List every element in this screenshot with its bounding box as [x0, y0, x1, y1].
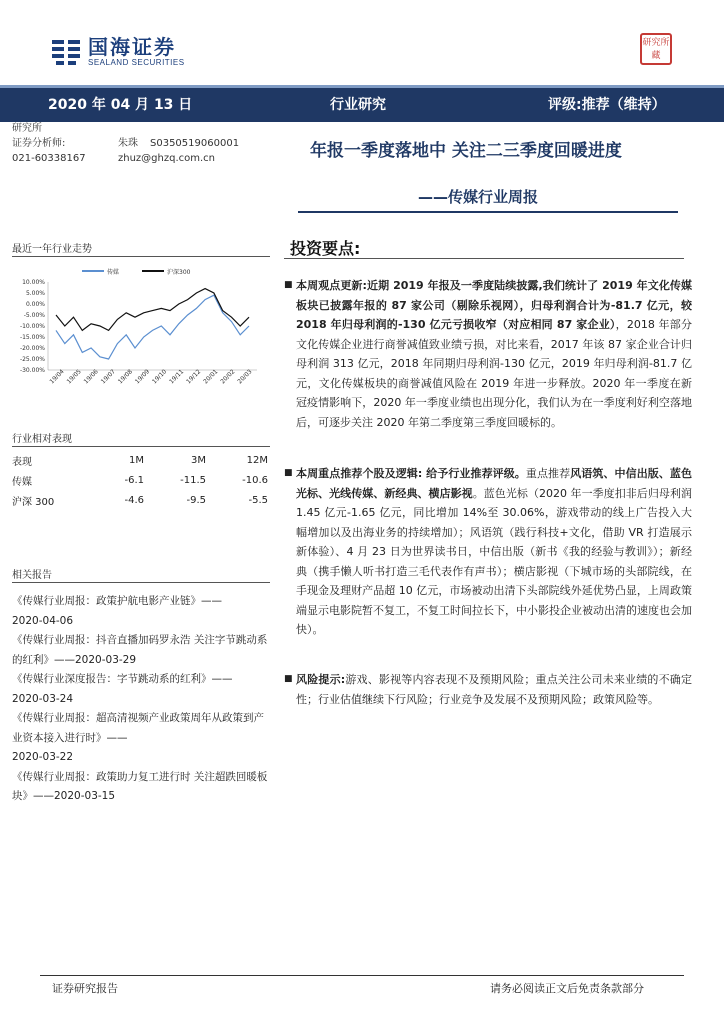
x-tick-label: 19/05: [65, 368, 83, 386]
y-tick-label: -5.00%: [23, 312, 45, 319]
table-row: [12, 470, 270, 490]
report-rating: 评级:推荐（维持）: [548, 97, 666, 113]
list-item[interactable]: [12, 631, 270, 670]
related-report-title[interactable]: 《传媒行业周报：政策助力复工进行时 关注超跌回暖板块》——: [12, 770, 268, 802]
x-tick-label: 19/12: [185, 368, 203, 386]
x-tick-label: 20/02: [219, 368, 237, 386]
paragraph-mid: 重点推荐: [525, 467, 571, 480]
report-banner: [0, 85, 724, 122]
x-tick-label: 19/04: [48, 368, 66, 386]
square-bullet-icon: ■: [284, 674, 293, 684]
x-tick-label: 19/10: [150, 368, 169, 386]
analyst-cert: S0350519060001: [150, 138, 240, 149]
related-reports-list: [12, 592, 270, 807]
x-tick-label: 19/11: [168, 368, 186, 386]
analyst-role: 证券分析师:: [12, 138, 66, 149]
related-report-title[interactable]: 《传媒行业深度报告：字节跳动系的红利》——: [12, 673, 233, 685]
table-cell: 传媒: [12, 476, 32, 488]
y-tick-label: -15.00%: [19, 334, 45, 341]
table-header-cell: 1M: [129, 454, 144, 466]
table-header-row: [12, 450, 270, 470]
analyst-email: zhuz@ghzq.com.cn: [118, 153, 216, 164]
chart-title: 最近一年行业走势: [12, 244, 92, 255]
chart-title-divider: [12, 256, 270, 257]
y-tick-label: -25.00%: [19, 356, 45, 363]
x-tick-label: 19/07: [99, 368, 117, 386]
table-cell: -11.5: [180, 474, 206, 486]
related-report-date: 2020-03-29: [75, 653, 137, 666]
square-bullet-icon: ■: [284, 280, 293, 290]
analyst-name: 朱珠: [118, 138, 138, 149]
y-tick-label: 10.00%: [22, 279, 45, 286]
x-tick-label: 20/01: [202, 368, 220, 386]
paragraph-lead: 本周观点更新:近期 2019 年报及一季度陆续披露,我们统计了 2019 年文化传媒板块已披露年报的 87 家公司（剔除乐视网），归母利润合计为-81.7 亿元，较 2018 年归母利润的-130 亿元亏损收窄（对应相同 87 家企业）: [296, 279, 692, 331]
y-tick-label: 0.00%: [25, 301, 45, 308]
footer-disclaimer: 请务必阅读正文后免责条款部分: [490, 982, 644, 995]
paragraph-body: 游戏、影视等内容表现不及预期风险；重点关注公司未来业绩的不确定性；行业估值继续下行风险；行业竞争及发展不及预期风险；政策风险等。: [296, 673, 692, 706]
related-report-title[interactable]: 《传媒行业周报：超高清视频产业政策周年从政策到产业资本接入进行时》——: [12, 712, 264, 744]
analyst-phone: 021-60338167: [12, 153, 86, 164]
industry-trend-chart: [12, 262, 270, 412]
related-report-title[interactable]: 《传媒行业周报：抖音直播加码罗永浩 关注字节跳动系的红利》——: [12, 634, 268, 666]
paragraph-body: ，2018 年部分文化传媒企业进行商誉减值致业绩亏损，对比来看，2017 年该 87 家企业合计归母利润 313 亿元，2018 年同期归母利润-130 亿元，2019 年归母利润-81.7 亿元，文化传媒板块的商誉减值风险在 2019 年进一步释放。2020 年一季度在新冠疫情影响下，2020 年一季度业绩也出现分化，我们认为在一季度利好利空落地后，可逐步关注 2020 年第二季度第三季度回暖标的。: [296, 318, 692, 429]
related-title-divider: [12, 582, 270, 583]
paragraph-body: 。蓝色光标（2020 年一季度扣非后归母利润 1.45 亿元-1.65 亿元，同比增加 14%至 30.06%，游戏带动的线上广告投入大幅增加以及出海业务的持续增加）；风语筑（践行科技+文化，借助 VR 打造展示新体验）、4 月 23 日为世界读书日，中信出版（新书《我的经验与教训》）；新经典（携手懒人听书打造三毛代表作有声书）；横店影视（下城市场的头部院线，在手现金及理财产品超 10 亿元，市场被动出清下头部院线外延优势凸显，上周政策端显示电影院暂不复工，不复工时间拉长下，中小影投企业被动出清的速度也会加快）。: [296, 486, 692, 636]
title-divider: [298, 211, 678, 213]
invest-paragraph-3: [284, 670, 692, 709]
related-report-date: 2020-04-06: [12, 614, 74, 627]
y-tick-label: -20.00%: [19, 345, 45, 352]
related-report-date: 2020-03-22: [12, 751, 74, 763]
paragraph-highlight: 风语筑、中信出版、蓝色光标、光线传媒、新经典、横店影视: [296, 467, 693, 500]
table-row: [12, 490, 270, 510]
y-tick-label: -10.00%: [19, 323, 45, 330]
research-seal-icon: 研究所藏: [640, 33, 672, 65]
performance-title-divider: [12, 446, 270, 447]
invest-paragraph-1: [284, 276, 692, 432]
series-line: [56, 289, 249, 331]
invest-title: 投资要点:: [290, 239, 361, 258]
table-header-cell: 12M: [246, 454, 268, 466]
logo-name-en: SEALAND SECURITIES: [88, 58, 185, 67]
table-cell: 沪深 300: [12, 496, 55, 508]
legend-label: 传媒: [107, 269, 120, 276]
list-item[interactable]: [12, 592, 270, 631]
paragraph-lead: 本周重点推荐个股及逻辑: 给予行业推荐评级。: [296, 467, 526, 480]
table-cell: -10.6: [242, 474, 268, 486]
report-date: 2020 年 04 月 13 日: [48, 97, 193, 113]
list-item[interactable]: [12, 768, 270, 807]
performance-title: 行业相对表现: [12, 434, 72, 445]
table-header-cell: 3M: [191, 454, 206, 466]
analyst-dept: 研究所: [12, 123, 42, 134]
x-tick-label: 19/09: [133, 368, 152, 386]
invest-paragraph-2: [284, 464, 693, 640]
table-cell: -5.5: [248, 494, 268, 506]
sealand-logo-icon: [50, 36, 82, 68]
table-cell: -4.6: [124, 494, 144, 506]
related-report-title[interactable]: 《传媒行业周报：政策护航电影产业链》——: [12, 595, 222, 607]
legend-label: 沪深300: [167, 269, 191, 276]
y-tick-label: 5.00%: [25, 290, 45, 297]
footer-left: 证券研究报告: [52, 982, 118, 995]
list-item[interactable]: [12, 709, 270, 768]
table-cell: -6.1: [124, 474, 144, 486]
related-report-date: 2020-03-24: [12, 692, 74, 705]
table-cell: -9.5: [186, 494, 206, 506]
square-bullet-icon: ■: [284, 468, 293, 478]
x-tick-label: 19/06: [82, 368, 100, 386]
logo-name-cn: 国海证券: [88, 35, 176, 59]
x-tick-label: 20/03: [236, 368, 254, 386]
report-subtitle: ——传媒行业周报: [418, 188, 539, 206]
footer-divider: [40, 975, 684, 976]
report-title: 年报一季度落地中 关注二三季度回暖进度: [310, 141, 622, 161]
related-report-date: 2020-03-15: [54, 790, 116, 802]
list-item[interactable]: [12, 670, 270, 709]
paragraph-lead: 风险提示:: [296, 673, 346, 686]
x-tick-label: 19/08: [116, 368, 134, 386]
performance-table: [12, 450, 270, 510]
report-type: 行业研究: [330, 97, 386, 113]
y-tick-label: -30.00%: [19, 367, 45, 374]
company-logo: [50, 36, 185, 68]
invest-divider: [284, 258, 684, 259]
related-title: 相关报告: [12, 570, 52, 581]
table-header-cell: 表现: [12, 456, 32, 468]
